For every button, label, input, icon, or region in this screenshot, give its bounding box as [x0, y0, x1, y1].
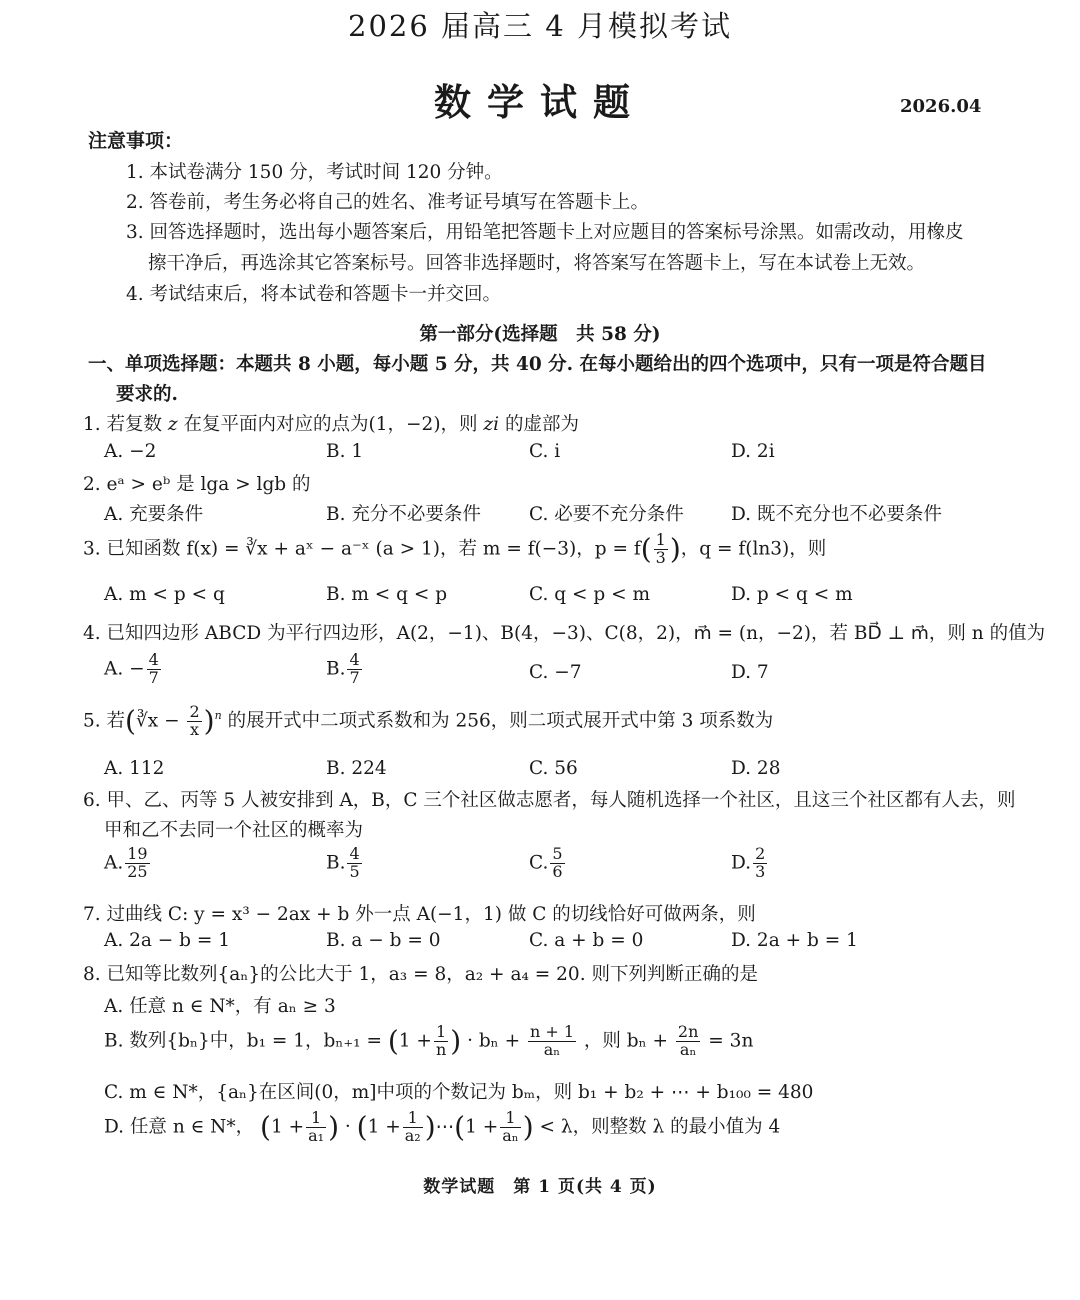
fraction-numerator: 4	[349, 844, 360, 863]
q4-a-fraction	[147, 652, 161, 687]
q1-option-a: A. −2	[104, 441, 157, 462]
option-label: D.	[731, 852, 752, 874]
question-6-stem: 6. 甲、乙、丙等 5 人被安排到 A，B，C 三个社区做志愿者，每人随机选择一个社区，且这三个社区都有人去，则	[83, 790, 1016, 811]
q7-option-a: A. 2a − b = 1	[104, 930, 231, 951]
fraction-numerator: 1	[306, 1110, 326, 1128]
q5-text: 的展开式中二项式系数和为 256，则二项式展开式中第 3 项系数为	[221, 710, 774, 732]
q8-b-text: · bₙ +	[467, 1030, 521, 1052]
q6-d-fraction	[753, 846, 767, 881]
q6-b-fraction	[347, 846, 361, 881]
q1-var: z	[167, 414, 178, 435]
q8-b-fraction-3	[676, 1024, 700, 1059]
fraction-denominator: a₂	[404, 1125, 421, 1145]
q3-option-a: A. m < p < q	[104, 584, 225, 605]
exam-date: 2026.04	[900, 96, 982, 117]
fraction-denominator: 7	[349, 667, 360, 687]
note-item: 1. 本试卷满分 150 分，考试时间 120 分钟。	[126, 162, 503, 183]
section-heading: 一、单项选择题：本题共 8 小题，每小题 5 分，共 40 分. 在每小题给出的四个选项中，只有一项是符合题目	[88, 354, 987, 375]
fraction-numerator: 1	[500, 1110, 520, 1128]
q4-option-b	[326, 652, 364, 687]
fraction-denominator: 7	[148, 667, 159, 687]
q7-option-d: D. 2a + b = 1	[731, 930, 858, 951]
q3-text: 3. 已知函数 f(x) = ∛x + aˣ − a⁻ˣ (a > 1)，若 m = f(−3)，p = f	[83, 538, 641, 560]
q5-fraction	[187, 704, 201, 739]
fraction-denominator: aₙ	[679, 1039, 697, 1059]
q2-option-d: D. 既不充分也不必要条件	[731, 504, 942, 525]
fraction-numerator: 1	[655, 530, 666, 549]
q3-option-d: D. p < q < m	[731, 584, 853, 605]
q6-c-fraction	[550, 846, 564, 881]
q2-option-b: B. 充分不必要条件	[326, 504, 481, 525]
q1-option-d: D. 2i	[731, 441, 775, 462]
note-item: 3. 回答选择题时，选出每小题答案后，用铅笔把答题卡上对应题目的答案标号涂黑。如需改动，用橡皮	[126, 222, 964, 243]
question-2-stem: 2. eᵃ > eᵇ 是 lga > lgb 的	[83, 474, 311, 495]
fraction-numerator: 2	[189, 702, 200, 721]
notes-heading: 注意事项：	[88, 130, 184, 152]
fraction-numerator: 2n	[677, 1022, 699, 1041]
q5-text: 5. 若	[83, 710, 126, 732]
q8-b-fraction-1	[434, 1024, 448, 1059]
fraction-numerator: 4	[349, 650, 360, 669]
fraction-numerator: 4	[148, 650, 159, 669]
question-1-stem	[83, 410, 579, 436]
option-label: A.	[104, 852, 124, 874]
q6-option-c	[529, 846, 567, 881]
q7-option-c: C. a + b = 0	[529, 930, 644, 951]
fraction-numerator: 1	[403, 1110, 423, 1128]
question-6-stem-cont: 甲和乙不去同一个社区的概率为	[104, 820, 364, 841]
question-7-stem: 7. 过曲线 C: y = x³ − 2ax + b 外一点 A(−1，1) 做 C 的切线恰好可做两条，则	[83, 904, 756, 925]
exam-title: 2026 届高三 4 月模拟考试	[348, 9, 732, 43]
q3-option-c: C. q < p < m	[529, 584, 651, 605]
q8-option-c: C. m ∈ N*，{aₙ}在区间(0，m]中项的个数记为 bₘ，则 b₁ + b₂ + ⋯ + b₁₀₀ = 480	[104, 1082, 814, 1103]
q5-text: ∛x −	[135, 710, 186, 732]
q8-b-text: ，则 bₙ +	[583, 1030, 669, 1052]
q4-b-fraction	[347, 652, 361, 687]
q8-b-text: B. 数列{bₙ}中，b₁ = 1，bₙ₊₁ =	[104, 1030, 382, 1052]
q4-option-d: D. 7	[731, 662, 769, 683]
q8-option-b: B. 数列{bₙ}中，b₁ = 1，bₙ₊₁ = (1 + $\frac{1}{n}$ ) · bₙ + $\frac{n + 1}{\text{aₙ}}$ ，则 bₙ + $\frac{2n}{\text{aₙ}}$ = 3n	[104, 1022, 754, 1059]
q8-b-text: = 3n	[708, 1030, 754, 1052]
q8-d-fraction-1	[306, 1110, 326, 1145]
part-title: 第一部分(选择题 共 58 分)	[419, 324, 661, 345]
q8-d-fraction-2	[403, 1110, 423, 1145]
fraction-denominator: a₁	[308, 1125, 325, 1145]
q6-a-fraction	[125, 846, 149, 881]
fraction-denominator: 3	[655, 547, 666, 567]
q1-text: 的虚部为	[499, 414, 579, 435]
q5-option-b: B. 224	[326, 758, 387, 779]
q1-text: 在复平面内对应的点为(1，−2)，则	[177, 414, 484, 435]
question-8-stem: 8. 已知等比数列{aₙ}的公比大于 1，a₃ = 8，a₂ + a₄ = 20. 则下列判断正确的是	[83, 964, 758, 985]
fraction-denominator: x	[190, 719, 200, 739]
q5-power: n	[214, 709, 222, 723]
fraction-numerator: 19	[127, 844, 148, 863]
q6-option-d	[731, 846, 769, 881]
q8-option-a: A. 任意 n ∈ N*，有 aₙ ≥ 3	[104, 996, 336, 1017]
option-label: B.	[326, 852, 346, 874]
q5-option-c: C. 56	[529, 758, 578, 779]
fraction-numerator: n + 1	[529, 1022, 575, 1041]
q8-d-text: D. 任意 n ∈ N*，	[104, 1116, 255, 1138]
option-label: B.	[326, 658, 346, 680]
fraction-denominator: aₙ	[502, 1125, 519, 1145]
q1-text: 1. 若复数	[83, 414, 168, 435]
q8-option-d: D. 任意 n ∈ N*， (1 + $\frac{1}{\text{a₁}}$ ) · (1 + $\frac{1}{\text{a₂}}$ )⋯(1 + $\frac{1}{\text{aₙ}}$ ) < λ，则整数 λ 的最小值为 4	[104, 1108, 781, 1145]
q4-option-a	[104, 652, 163, 687]
q3-fraction	[654, 532, 668, 567]
q4-option-c: C. −7	[529, 662, 582, 683]
fraction-denominator: n	[435, 1039, 447, 1059]
q1-option-b: B. 1	[326, 441, 364, 462]
question-3-stem: 3. 已知函数 f(x) = ∛x + aˣ − a⁻ˣ (a > 1)，若 m = f(−3)，p = f( $\frac{1}{3}$ )，q = f(ln3)，则	[83, 530, 827, 567]
q6-option-b	[326, 846, 364, 881]
q3-text: ，q = f(ln3)，则	[680, 538, 827, 560]
fraction-denominator: 3	[755, 861, 766, 881]
section-heading-cont: 要求的.	[116, 384, 178, 405]
note-item: 2. 答卷前，考生务必将自己的姓名、准考证号填写在答题卡上。	[126, 192, 650, 213]
q1-var: zi	[483, 414, 500, 435]
fraction-denominator: 25	[127, 861, 148, 881]
fraction-numerator: 1	[434, 1024, 448, 1042]
page-footer: 数学试题 第 1 页(共 4 页)	[423, 1177, 657, 1197]
question-5-stem: 5. 若(∛x − $\frac{2}{x}$ )$^n$ 的展开式中二项式系数和为 256，则二项式展开式中第 3 项系数为	[83, 702, 774, 739]
q3-option-b: B. m < q < p	[326, 584, 448, 605]
option-label: C.	[529, 852, 549, 874]
q1-option-c: C. i	[529, 441, 561, 462]
q2-option-a: A. 充要条件	[104, 504, 204, 525]
fraction-denominator: aₙ	[543, 1039, 561, 1059]
subject-title: 数学试题	[434, 80, 646, 124]
q5-option-a: A. 112	[104, 758, 165, 779]
q7-option-b: B. a − b = 0	[326, 930, 441, 951]
note-item: 4. 考试结束后，将本试卷和答题卡一并交回。	[126, 284, 502, 305]
option-label: A. −	[104, 658, 145, 680]
fraction-numerator: 2	[755, 844, 766, 863]
fraction-denominator: 6	[552, 861, 563, 881]
q5-option-d: D. 28	[731, 758, 781, 779]
question-4-stem: 4. 已知四边形 ABCD 为平行四边形，A(2，−1)、B(4，−3)、C(8，2)，m⃗ = (n，−2)，若 BD⃗ ⊥ m⃗，则 n 的值为	[83, 623, 1046, 644]
q8-b-fraction-2	[528, 1024, 576, 1059]
q6-option-a	[104, 846, 152, 881]
q2-option-c: C. 必要不充分条件	[529, 504, 684, 525]
fraction-numerator: 5	[552, 844, 563, 863]
note-item: 擦干净后，再选涂其它答案标号。回答非选择题时，将答案写在答题卡上，写在本试卷上无效。	[148, 253, 926, 274]
q8-d-fraction-3	[500, 1110, 520, 1145]
q8-d-text: < λ，则整数 λ 的最小值为 4	[539, 1116, 781, 1138]
fraction-denominator: 5	[349, 861, 360, 881]
